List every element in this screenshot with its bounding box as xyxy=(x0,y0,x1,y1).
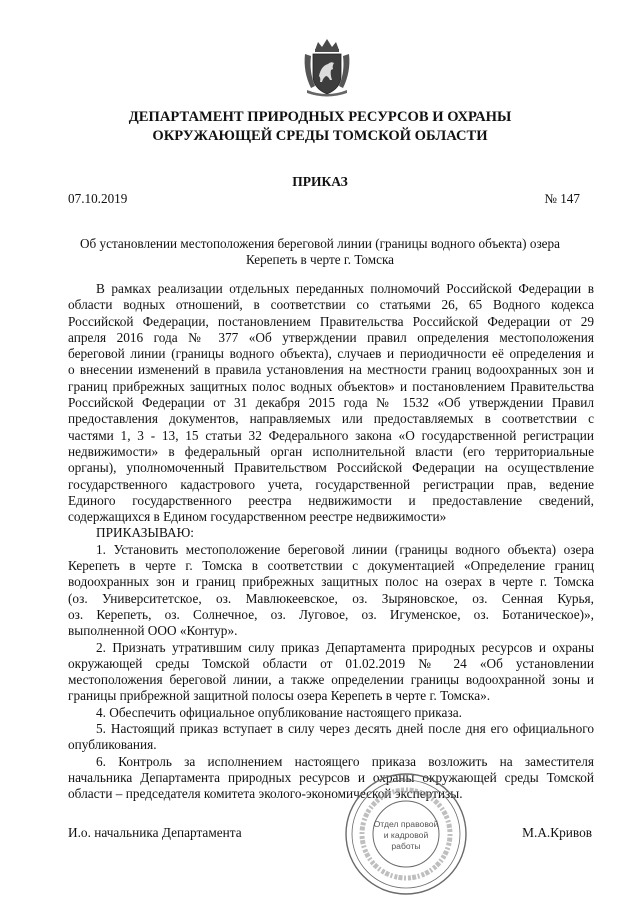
order-body xyxy=(68,281,594,803)
stamp-text-line3: работы xyxy=(391,841,421,851)
body-line: Российской Федерации от 31 декабря 2015 года № 1532 «Об утверждении Правил xyxy=(68,395,594,411)
body-line: выполненной ООО «Контур». xyxy=(68,623,238,639)
body-line: государственного кадастрового учета, государственной регистрации прав, ведение xyxy=(68,476,594,492)
body-line: береговой линии (границы водного объекта), случаев и периодичности её определения и xyxy=(68,346,594,362)
body-line: Единого государственного реестра недвижимости и предоставление сведений, xyxy=(68,492,594,508)
body-line: области – председателя комитета эколого-экономической экспертизы. xyxy=(68,786,463,802)
coat-of-arms-icon xyxy=(301,36,353,98)
body-line: области водных отношений, в соответствии со статьями 26, 65 Водного кодекса xyxy=(68,297,594,313)
body-line: Керепеть в черте г. Томска в соответствии с документацией «Определение границ xyxy=(68,558,594,574)
stamp-text-line1: Отдел правовой xyxy=(373,819,439,829)
body-line: опубликования. xyxy=(68,737,157,753)
department-name-line1: ДЕПАРТАМЕНТ ПРИРОДНЫХ РЕСУРСОВ И ОХРАНЫ xyxy=(128,109,512,125)
order-subject-line2: Керепеть в черте г. Томска xyxy=(245,252,395,267)
signatory-name: М.А.Кривов xyxy=(522,825,592,840)
body-line: содержащихся в Едином государственном реестре недвижимости» xyxy=(68,509,447,525)
body-line: 5. Настоящий приказ вступает в силу через десять дней после дня его официального xyxy=(96,721,594,737)
body-line: (оз. Университетское, оз. Мавлюкеевское, оз. Зыряновское, оз. Сенная Курья, xyxy=(68,590,594,606)
body-line: апреля 2016 года № 377 «Об утверждении правил определения местоположения xyxy=(68,329,594,345)
body-line: органы), уполномоченный Правительством Российской Федерации на осуществление xyxy=(68,460,594,476)
official-stamp xyxy=(343,771,469,897)
body-line: 4. Обеспечить официальное опубликование настоящего приказа. xyxy=(96,704,462,720)
body-line: границы прибрежной защитной полосы озера Керепеть в черте г. Томска». xyxy=(68,688,491,704)
body-line: 2. Признать утратившим силу приказ Департамента природных ресурсов и охраны xyxy=(96,639,594,655)
body-line: границ прибрежных защитных полос водных объектов» и постановлением Правительства xyxy=(68,378,594,394)
body-line: В рамках реализации отдельных переданных полномочий Российской Федерации в xyxy=(96,281,594,296)
order-subject-line1: Об установлении местоположения береговой линии (границы водного объекта) озера xyxy=(80,236,560,251)
body-line: ПРИКАЗЫВАЮ: xyxy=(96,525,194,541)
body-line: Российской Федерации, постановлением Правительства Российской Федерации от 29 xyxy=(68,313,594,329)
body-line: местоположения береговой линии, а также определении границы водоохранной зоны и xyxy=(68,672,594,688)
body-line: предоставления документов, направляемых или предоставляемых в соответствии с xyxy=(68,411,594,427)
body-line: 1. Установить местоположение береговой линии (границы водного объекта) озера xyxy=(96,541,594,557)
body-line: 6. Контроль за исполнением настоящего приказа возложить на заместителя xyxy=(96,753,594,769)
body-line: начальника Департамента природных ресурсов и охраны окружающей среды Томской xyxy=(68,769,594,785)
body-line: окружающей среды Томской области от 01.02.2019 № 24 «Об установлении xyxy=(68,655,594,671)
department-name-line2: ОКРУЖАЮЩЕЙ СРЕДЫ ТОМСКОЙ ОБЛАСТИ xyxy=(152,128,488,144)
body-line: оз. Керепеть, оз. Солнечное, оз. Луговое, оз. Игуменское, оз. Ботаническое)», xyxy=(68,606,594,622)
order-date: 07.10.2019 xyxy=(68,191,128,206)
stamp-text-line2: и кадровой xyxy=(383,830,429,840)
body-line: частями 1, 3 - 13, 15 статьи 32 Федерального закона «О государственной регистрации xyxy=(68,427,594,443)
order-number: № 147 xyxy=(544,191,580,206)
body-line: недвижимости» в федеральный орган исполнительной власти (его территориальные xyxy=(68,443,594,459)
signatory-position: И.о. начальника Департамента xyxy=(68,825,242,840)
order-title: ПРИКАЗ xyxy=(292,174,348,189)
body-line: о внесении изменений в правила установления на местности границ водоохранных зон и xyxy=(68,362,594,378)
body-line: водоохранных зон и границ прибрежных защитных полос на озерах в черте г. Томска xyxy=(68,574,594,590)
